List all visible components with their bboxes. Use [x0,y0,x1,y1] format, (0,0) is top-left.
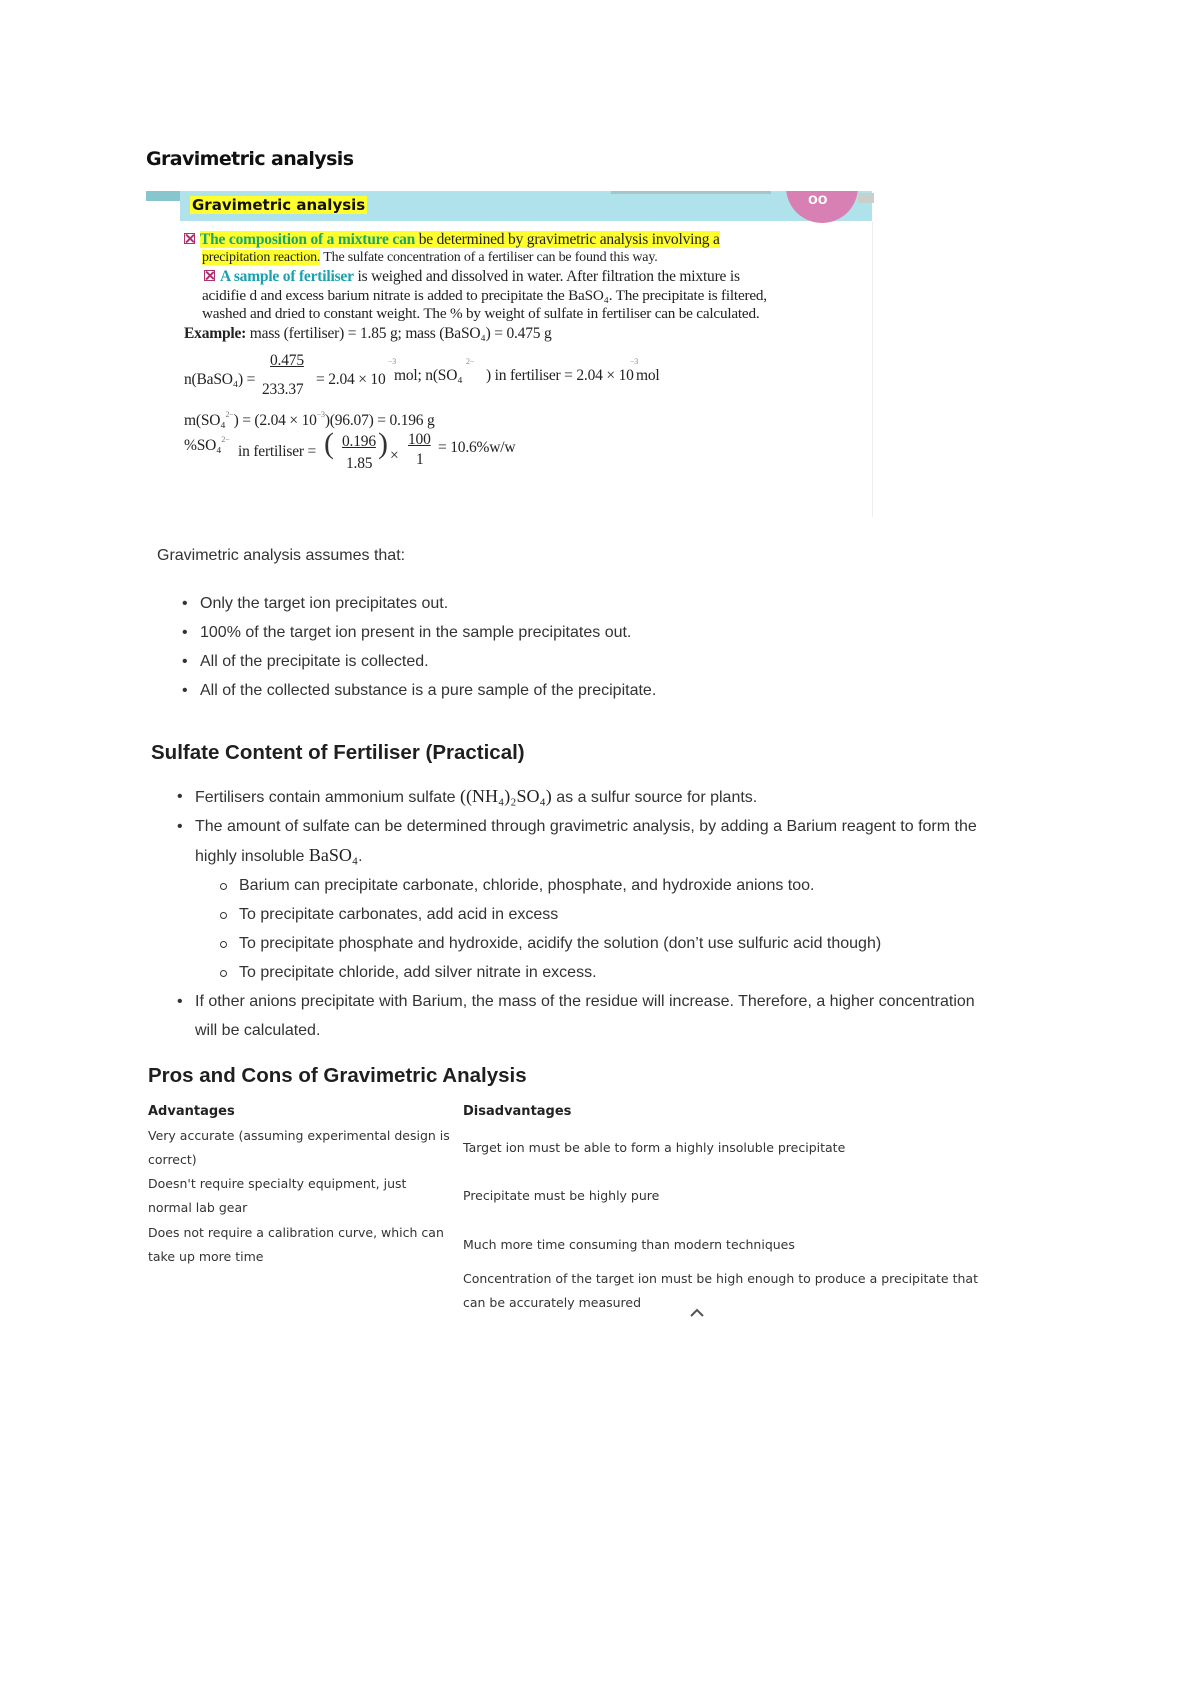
slide-bullet-2-line-3: washed and dried to constant weight. The % by weight of sulfate in fertiliser can be calculated. [202,305,760,322]
assumptions-list [200,594,656,710]
disadvantage-cell: Target ion must be able to form a highly insoluble precipitate [463,1140,846,1155]
calc-3-paren-right: ) [378,427,388,460]
slide-header-faint-text [611,191,771,194]
column-header-disadvantages: Disadvantages [463,1104,572,1119]
calc-1-unit: mol [636,367,660,384]
section-heading-sulfate: Sulfate Content of Fertiliser (Practical) [151,741,525,764]
slide-bullet-2: A sample of fertiliser is weighed and dissolved in water. After filtration the mixture is [204,268,740,286]
calc-1-exp-1: −3 [388,357,397,366]
calc-3-times: × [390,447,399,464]
slide-tab-decoration [146,191,184,201]
calc-1-mid: mol; n(SO₄ [394,367,463,384]
list-item: • Only the target ion precipitates out. [200,594,656,623]
advantage-cell: Doesn't require specialty equipment, just normal lab gear [148,1176,407,1215]
math-formula: BaSO₄ [308,845,359,865]
calc-1-tail: ) in fertiliser = 2.04 × 10 [486,367,634,384]
calc-2: $m(SO_4^{2-}) = (2.04 \times 10^{-3})(96.07) = 0.196$ g [184,410,435,429]
boxed-x-icon [204,270,215,281]
assumptions-intro: Gravimetric analysis assumes that: [157,547,406,564]
disadvantage-cell: Precipitate must be highly pure [463,1188,660,1203]
list-item: • The amount of sulfate can be determined through gravimetric analysis, by adding a Barium reagent to form the highly insoluble BaSO₄. Barium can precipitate carbonate, chloride, phosphate, and hydroxide anions too. To precipitate carbonates, add acid in excess To precipitate phosphate and hydroxide, acidify the solution (don’t use sulfuric acid though) To precipitate chloride, add silver nitrate in excess. [195,812,995,987]
disadvantage-cell: Much more time consuming than modern techniques [463,1237,795,1252]
slide-bullet-2-line-2: acidifie d and excess barium nitrate is added to precipitate the BaSO₄. The precipitate is filtered, [202,287,767,304]
calc-3-num-2: 100 [408,431,431,448]
sub-list-item: To precipitate phosphate and hydroxide, acidify the solution (don’t use sulfuric acid though) [239,929,995,958]
sub-list-item: To precipitate chloride, add silver nitrate in excess. [239,958,995,987]
sulfate-list [195,782,995,1045]
chevron-up-icon[interactable] [690,1305,704,1319]
calc-3-num-1: 0.196 [342,433,376,450]
calc-1-denominator: 233.37 [262,381,304,398]
sub-list-item: To precipitate carbonates, add acid in excess [239,900,995,929]
slide-image [146,191,874,517]
sub-list [195,871,995,987]
sub-list-item: Barium can precipitate carbonate, chloride, phosphate, and hydroxide anions too. [239,871,995,900]
calc-3-result: = 10.6%w/w [438,439,516,456]
advantage-cell: Does not require a calibration curve, which can take up more time [148,1225,444,1264]
slide-corner-decoration [858,193,874,203]
slide-bullet-1-line-2: precipitation reaction. The sulfate concentration of a fertiliser can be found this way. [202,250,658,265]
calc-3-paren-left: ( [324,427,334,460]
calc-3-lhs: %SO₄$^{2-}$ [184,435,230,454]
calc-1-numerator: 0.475 [270,352,304,369]
list-item: • Fertilisers contain ammonium sulfate ((NH₄)₂SO₄) as a sulfur source for plants. [195,782,995,812]
calc-1-result: = 2.04 × 10 [316,371,386,388]
calc-3-den-1: 1.85 [346,455,373,472]
page-title: Gravimetric analysis [146,148,354,170]
slide-banner-title: Gravimetric analysis [192,196,366,214]
list-item: • If other anions precipitate with Barium, the mass of the residue will increase. Therefore, a higher concentration will be calculated. [195,987,995,1045]
calc-1-charge: 2− [466,357,475,366]
list-item: • 100% of the target ion present in the sample precipitates out. [200,623,656,652]
calc-1-lhs: n(BaSO₄) = [184,371,256,388]
slide-border [872,221,873,517]
column-header-advantages: Advantages [148,1104,235,1119]
calc-3-den-2: 1 [416,451,424,468]
calc-1-exp-2: −3 [630,357,639,366]
boxed-x-icon [184,233,195,244]
list-item: • All of the precipitate is collected. [200,652,656,681]
advantage-cell: Very accurate (assuming experimental design is correct) [148,1128,450,1167]
slide-bullet-1: The composition of a mixture can be determined by gravimetric analysis involving a [184,231,720,249]
calc-3-label: in fertiliser = [238,443,317,460]
slide-example: Example: mass (fertiliser) = 1.85 g; mass (BaSO₄) = 0.475 g [184,325,552,342]
slide-number-badge: oo [786,191,858,223]
disadvantage-cell: Concentration of the target ion must be high enough to produce a precipitate that can be accurately measured [463,1271,978,1310]
math-formula: ((NH₄)₂SO₄) [459,786,552,806]
section-heading-pros-cons: Pros and Cons of Gravimetric Analysis [148,1064,527,1087]
list-item: • All of the collected substance is a pure sample of the precipitate. [200,681,656,710]
